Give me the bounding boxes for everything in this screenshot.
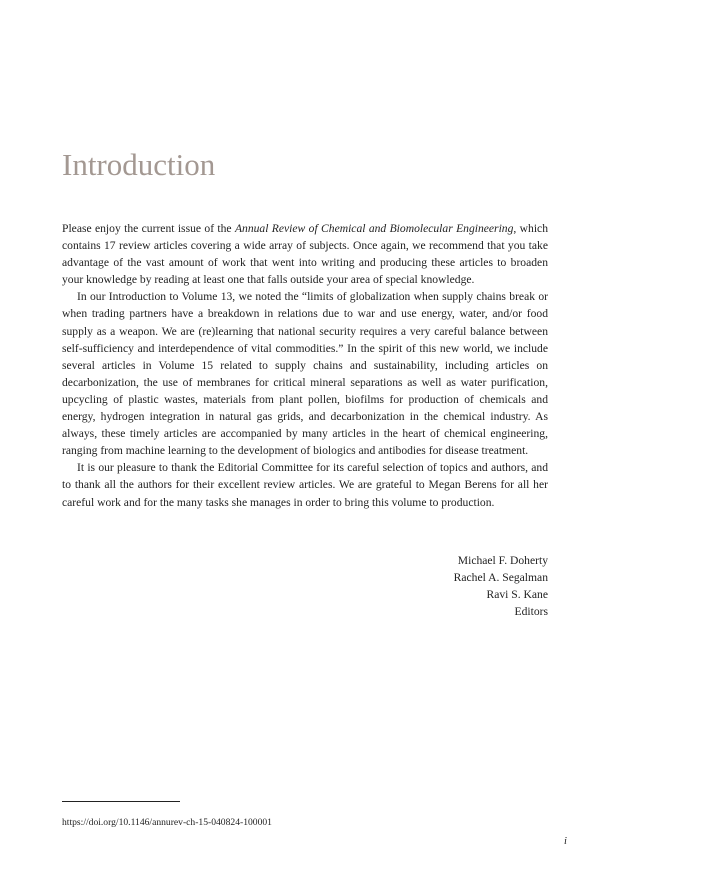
editor-name: Michael F. Doherty bbox=[457, 554, 548, 567]
editor-name: Rachel A. Segalman bbox=[453, 571, 548, 585]
paragraph-1 bbox=[62, 220, 548, 288]
paragraph-3: It is our pleasure to thank the Editorial Committee for its careful selection of topics and authors, and to thank all the authors for their excellent review articles. We are grateful to Megan Berens for all her careful work and for the many tasks she manages in order to bring this volume to production. bbox=[62, 461, 548, 509]
editors-role: Editors bbox=[514, 605, 548, 619]
editor-signature bbox=[454, 552, 548, 620]
journal-title: Annual Review of Chemical and Biomolecular Engineering bbox=[234, 222, 514, 235]
footnote-divider bbox=[62, 801, 180, 802]
doi-link[interactable]: https://doi.org/10.1146/annurev-ch-15-040824-100001 bbox=[62, 817, 272, 828]
editor-name: Ravi S. Kane bbox=[486, 588, 548, 602]
page-number: i bbox=[564, 836, 567, 847]
paragraph-1-start: Please enjoy the current issue of the bbox=[62, 222, 235, 235]
paragraph-1-end: , which contains 17 review articles covering a wide array of subjects. Once again, we recommend that you take advantage of the vast amount of work that went into writing and producing these articles to broaden your knowledge by reading at least one that falls outside your area of special knowledge. bbox=[62, 222, 548, 287]
article-body bbox=[62, 220, 548, 511]
page-title: Introduction bbox=[62, 147, 216, 182]
paragraph-2: In our Introduction to Volume 13, we noted the “limits of globalization when supply chains break or when trading partners have a breakdown in relations due to war and use energy, water, and/or food supply as a weapon. We are (re)learning that national security requires a very careful balance between self-sufficiency and interdependence of vital commodities.” In the spirit of this new world, we include several articles in Volume 15 related to supply chains and sustainability, including articles on decarbonization, the use of membranes for critical mineral separations as well as water purification, upcycling of plastic wastes, materials from plant pollen, biofilms for production of chemicals and energy, hydrogen integration in natural gas grids, and decarbonization in the chemical industry. As always, these timely articles are accompanied by many articles in the heart of chemical engineering, ranging from machine learning to the development of biologics and antibodies for disease treatment. bbox=[62, 290, 548, 458]
